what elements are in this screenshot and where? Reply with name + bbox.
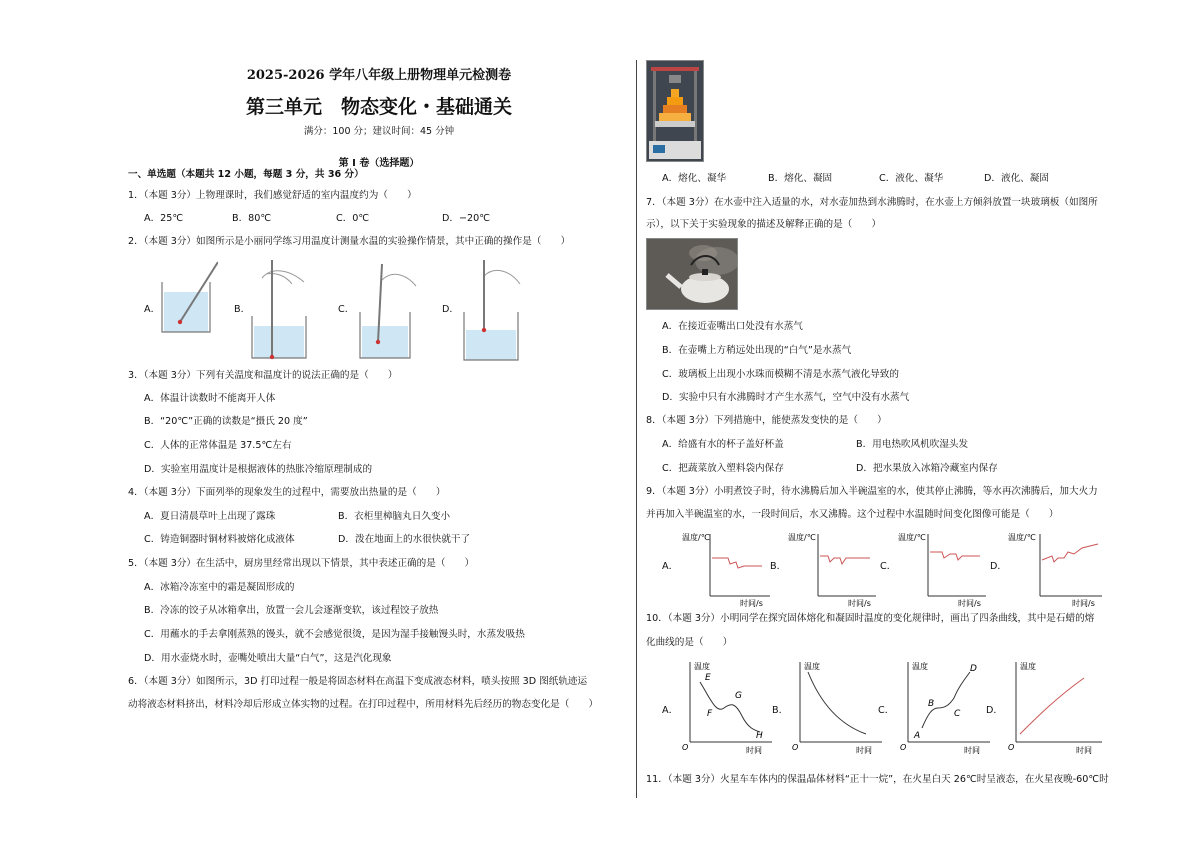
q6-option-c[interactable]: C．液化、凝华	[879, 173, 944, 184]
q9d-xlabel: 时间/s	[1072, 599, 1095, 608]
q2-option-b[interactable]: B．	[234, 304, 251, 315]
q3-option-b[interactable]: B．“20℃”正确的读数是“摄氏 20 度”	[144, 416, 308, 427]
q9-graph-c	[898, 530, 988, 608]
q8-option-c[interactable]: C．把蔬菜放入塑料袋内保存	[662, 463, 784, 474]
q10b-ylabel: 温度	[804, 662, 820, 671]
q4-option-b[interactable]: B．衣柜里樟脑丸日久变小	[338, 511, 451, 522]
q10a-ylabel: 温度	[694, 662, 710, 671]
q1-option-d[interactable]: D．−20℃	[442, 213, 491, 224]
q7-option-b[interactable]: B．在壶嘴上方稍远处出现的“白气”是水蒸气	[662, 345, 852, 356]
question-4-stem: 4．（本题 3分）下面列举的现象发生的过程中，需要放出热量的是（ ）	[128, 487, 446, 498]
part-heading: 一、单选题（本题共 12 小题，每题 3 分，共 36 分）	[128, 169, 364, 180]
q9-option-a[interactable]: A．	[662, 561, 679, 572]
3d-printer-photo	[646, 60, 704, 162]
q10b-xlabel: 时间	[856, 746, 872, 754]
q10c-ylabel: 温度	[912, 662, 928, 671]
q6-option-a[interactable]: A．熔化、凝华	[662, 173, 727, 184]
question-1-stem: 1．（本题 3分）上物理课时，我们感觉舒适的室内温度约为（ ）	[128, 190, 417, 201]
unit-title: 第三单元 物态变化・基础通关	[245, 96, 512, 118]
exam-meta: 满分：100 分；建议时间：45 分钟	[303, 126, 455, 137]
exam-title: 2025-2026 学年八年级上册物理单元检测卷	[246, 68, 512, 83]
q6-option-b[interactable]: B．熔化、凝固	[768, 173, 833, 184]
q9-option-d[interactable]: D．	[990, 561, 1007, 572]
q4-option-a[interactable]: A．夏日清晨草叶上出现了露珠	[144, 511, 276, 522]
q8-option-d[interactable]: D．把水果放入冰箱冷藏室内保存	[856, 463, 998, 474]
q3-option-c[interactable]: C．人体的正常体温是 37.5℃左右	[144, 440, 292, 451]
q8-option-b[interactable]: B．用电热吹风机吹湿头发	[856, 439, 969, 450]
q10-option-d[interactable]: D．	[986, 705, 1003, 716]
question-9-stem-line1: 9．（本题 3分）小明煮饺子时，待水沸腾后加入半碗温室的水，使其停止沸腾，等水再次沸腾后，加大火力	[646, 486, 1098, 497]
question-5-stem: 5．（本题 3分）在生活中，厨房里经常出现以下情景，其中表述正确的是（ ）	[128, 558, 475, 569]
q9c-xlabel: 时间/s	[958, 599, 981, 608]
q10-graph-a	[680, 658, 776, 754]
q10a-label-e: E	[705, 673, 711, 683]
question-6-stem-line1: 6．（本题 3分）如图所示，3D 打印过程一般是将固态材料在高温下变成液态材料，喷头按照 3D 图纸轨迹运	[128, 676, 588, 687]
q9-option-b[interactable]: B．	[770, 561, 787, 572]
q5-option-b[interactable]: B．冷冻的饺子从冰箱拿出，放置一会儿会逐渐变软，该过程饺子放热	[144, 605, 439, 616]
q9-graph-b	[788, 530, 878, 608]
q5-option-c[interactable]: C．用蘸水的手去拿刚蒸熟的馒头，就不会感觉很烫，是因为湿手接触馒头时，水蒸发吸热	[144, 629, 525, 640]
beaker-figure-d	[458, 256, 528, 362]
q10c-label-d: D	[970, 664, 977, 674]
q5-option-d[interactable]: D．用水壶烧水时，壶嘴处喷出大量“白气”，这是汽化现象	[144, 653, 392, 664]
q10c-xlabel: 时间	[964, 746, 980, 754]
q9c-ylabel: 温度/℃	[898, 533, 926, 542]
q10a-label-g: G	[735, 691, 742, 701]
question-11-stem: 11．（本题 3分）火星车车体内的保温晶体材料“正十一烷”，在火星白天 26℃时呈液态，在火星夜晚-60℃时	[646, 774, 1109, 785]
q10d-origin: O	[1008, 743, 1015, 752]
q10-option-b[interactable]: B．	[772, 705, 789, 716]
q9d-ylabel: 温度/℃	[1008, 533, 1036, 542]
q8-option-a[interactable]: A．给盛有水的杯子盖好杯盖	[662, 439, 784, 450]
q10c-label-a: A	[914, 731, 921, 741]
q10a-label-h: H	[756, 731, 763, 741]
q10-graph-c	[898, 658, 994, 754]
q10c-label-c: C	[954, 709, 961, 719]
section-title: 第 I 卷（选择题）	[338, 158, 420, 169]
q10a-origin: O	[682, 743, 689, 752]
q1-option-c[interactable]: C．0℃	[336, 213, 370, 224]
q6-option-d[interactable]: D．液化、凝固	[984, 173, 1049, 184]
q7-option-a[interactable]: A．在接近壶嘴出口处没有水蒸气	[662, 321, 803, 332]
q2-option-d[interactable]: D．	[442, 304, 459, 315]
q1-option-a[interactable]: A．25℃	[144, 213, 184, 224]
q3-option-d[interactable]: D．实验室用温度计是根据液体的热胀冷缩原理制成的	[144, 464, 373, 475]
q10b-origin: O	[792, 743, 799, 752]
q7-option-d[interactable]: D．实验中只有水沸腾时才产生水蒸气，空气中没有水蒸气	[662, 392, 910, 403]
q10-option-c[interactable]: C．	[878, 705, 895, 716]
q9a-xlabel: 时间/s	[740, 599, 763, 608]
question-9-stem-line2: 并再加入半碗温室的水，一段时间后，水又沸腾。这个过程中水温随时间变化图像可能是（ ）	[646, 509, 1059, 520]
q10-option-a[interactable]: A．	[662, 705, 679, 716]
q2-option-c[interactable]: C．	[338, 304, 355, 315]
q4-option-c[interactable]: C．铸造铜器时铜材料被熔化成液体	[144, 534, 295, 545]
q1-option-b[interactable]: B．80℃	[232, 213, 272, 224]
q9b-ylabel: 温度/℃	[788, 533, 816, 542]
question-6-stem-line2: 动将液态材料挤出，材料冷却后形成立体实物的过程。在打印过程中，所用材料先后经历的物态变化是（ ）	[128, 699, 599, 710]
q5-option-a[interactable]: A．冰箱冷冻室中的霜是凝固形成的	[144, 582, 295, 593]
beaker-figure-a	[158, 254, 218, 336]
question-3-stem: 3．（本题 3分）下列有关温度和温度计的说法正确的是（ ）	[128, 370, 398, 381]
q10a-label-f: F	[707, 709, 713, 719]
q9-graph-d	[1008, 530, 1104, 608]
beaker-figure-b	[246, 256, 316, 362]
q7-option-c[interactable]: C．玻璃板上出现小水珠而模糊不清是水蒸气液化导致的	[662, 369, 899, 380]
q9-option-c[interactable]: C．	[880, 561, 897, 572]
q10c-origin: O	[900, 743, 907, 752]
q10d-ylabel: 温度	[1020, 662, 1036, 671]
beaker-figure-c	[354, 256, 424, 362]
q10-graph-d	[1006, 658, 1106, 754]
q10c-label-b: B	[928, 699, 935, 709]
q9-graph-a	[682, 530, 772, 608]
q4-option-d[interactable]: D．泼在地面上的水很快就干了	[338, 534, 471, 545]
question-10-stem-line2: 化曲线的是（ ）	[646, 637, 733, 648]
q9b-xlabel: 时间/s	[848, 599, 871, 608]
kettle-photo	[646, 238, 738, 310]
q10-graph-b	[790, 658, 886, 754]
question-10-stem-line1: 10．（本题 3分）小明同学在探究固体熔化和凝固时温度的变化规律时，画出了四条曲线，其中是石蜡的熔	[646, 613, 1095, 624]
question-7-stem-line2: 示），以下关于实验现象的描述及解释正确的是（ ）	[646, 219, 882, 230]
q10a-xlabel: 时间	[746, 746, 762, 754]
q3-option-a[interactable]: A．体温计读数时不能离开人体	[144, 393, 276, 404]
q9a-ylabel: 温度/℃	[682, 533, 710, 542]
column-divider	[636, 60, 637, 798]
q10d-xlabel: 时间	[1076, 746, 1092, 754]
question-7-stem-line1: 7．（本题 3分）在水壶中注入适量的水，对水壶加热到水沸腾时，在水壶上方倾斜放置一块玻璃板（如图所	[646, 197, 1098, 208]
question-8-stem: 8．（本题 3分）下列措施中，能使蒸发变快的是（ ）	[646, 415, 887, 426]
q2-option-a[interactable]: A．	[144, 304, 161, 315]
question-2-stem: 2．（本题 3分）如图所示是小丽同学练习用温度计测量水温的实验操作情景，其中正确的操作是（ ）	[128, 236, 571, 247]
